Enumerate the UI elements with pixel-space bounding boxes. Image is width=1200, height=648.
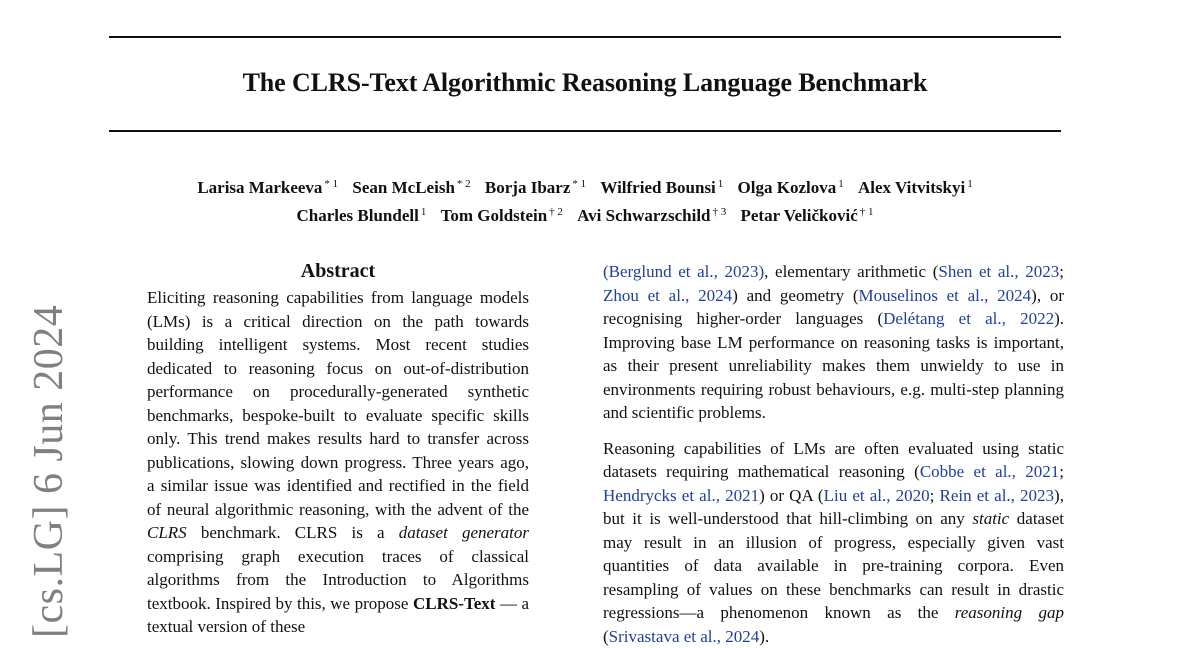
author-affiliation-marks: 1 [717, 178, 724, 190]
title-rule-bottom [109, 130, 1061, 132]
body-text: ( [603, 626, 609, 646]
author-name: Borja Ibarz [484, 178, 571, 197]
author [741, 206, 874, 225]
author [441, 206, 563, 225]
author-affiliation-marks: 1 [420, 206, 427, 218]
author-name: Olga Kozlova [737, 178, 837, 197]
author [352, 178, 470, 197]
author [197, 178, 338, 197]
citation-link[interactable]: Delétang et al., 2022 [883, 309, 1055, 328]
body-paragraph [603, 260, 1064, 425]
citation-link[interactable]: Mouselinos et al., 2024 [858, 285, 1032, 305]
body-text: ), or recognising higher-order languages ( [603, 285, 1064, 328]
title-rule-top [109, 36, 1061, 38]
emphasis-reasoning-gap: reasoning gap [954, 603, 1064, 622]
abstract-text: benchmark. CLRS is a [186, 523, 399, 542]
author-affiliation-marks: † 3 [712, 206, 727, 218]
author-affiliation-marks: 1 [838, 178, 844, 190]
author-name: Avi Schwarzschild [577, 206, 711, 225]
author-affiliation-marks: * 2 [456, 178, 471, 190]
body-text: ), but it is well-understood that hill-climbing on any [603, 485, 1064, 528]
body-text: ; [929, 485, 940, 505]
author [600, 178, 723, 197]
abstract-emphasis-clrs: CLRS [147, 523, 187, 542]
author-affiliation-marks: * 1 [324, 178, 339, 190]
author [296, 206, 426, 225]
body-text: ). [759, 626, 770, 646]
author-affiliation-marks: * 1 [572, 178, 587, 190]
citation-link[interactable]: Srivastava et al., 2024 [608, 626, 760, 646]
body-text: , elementary arithmetic ( [764, 262, 939, 281]
author-name: Petar Veličković [740, 206, 858, 225]
author [858, 178, 973, 197]
citation-link[interactable]: (Berglund et al., 2023) [603, 262, 765, 281]
author-list [109, 172, 1061, 228]
body-text: Reasoning capabilities of LMs are often evaluated using static datasets requiring mathematical reasoning ( [603, 438, 1064, 481]
arxiv-identifier: [cs.LG] 6 Jun 2024 [26, 304, 72, 638]
body-paragraph [603, 437, 1064, 648]
author-name: Charles Blundell [296, 206, 419, 225]
emphasis-static: static [972, 509, 1010, 528]
body-text: ; [1059, 262, 1064, 281]
author-name: Sean McLeish [352, 178, 455, 197]
author-name: Tom Goldstein [440, 206, 548, 225]
body-text: ) or QA ( [759, 485, 824, 505]
author-name: Alex Vitvitskyi [857, 178, 966, 197]
citation-link[interactable]: Cobbe et al., 2021 [919, 462, 1060, 481]
author-affiliation-marks: † 1 [859, 206, 874, 218]
author-name: Wilfried Bounsi [600, 178, 716, 197]
citation-link[interactable]: Rein et al., 2023 [939, 485, 1055, 505]
author-name: Larisa Markeeva [197, 178, 323, 197]
citation-link[interactable]: Shen et al., 2023 [938, 262, 1060, 281]
abstract-column [147, 258, 529, 639]
author [577, 206, 726, 225]
body-text: dataset may result in an illusion of progress, especially given vast quantities of data available in pre-training corpora. Even resampling of values on these benchmarks can result in drastic regressions—a phenomenon known as the [603, 509, 1064, 622]
abstract-text: comprising graph execution traces of classical algorithms from the Introduction to Algorithms textbook. Inspired by this, we propose [147, 546, 529, 613]
paper-title: The CLRS-Text Algorithmic Reasoning Language Benchmark [242, 68, 928, 97]
abstract-emphasis-dataset-generator: dataset generator [398, 523, 530, 542]
body-column [603, 260, 1064, 648]
body-text: ; [1059, 462, 1064, 481]
abstract-paragraph [147, 286, 529, 639]
body-text: ). Improving base LM performance on reasoning tasks is important, as their present unreliability makes them unwieldy to use in environments requiring robust behaviours, e.g. multi-step planning and scientific problems. [603, 309, 1064, 422]
author-affiliation-marks: 1 [967, 178, 973, 190]
author [738, 178, 844, 197]
body-text: ) and geometry ( [732, 285, 859, 305]
abstract-heading: Abstract [300, 260, 376, 282]
author [485, 178, 586, 197]
abstract-text: Eliciting reasoning capabilities from language models (LMs) is a critical direction on the path towards building intelligent systems. Most recent studies dedicated to reasoning focus on out-of-distribution performance on procedurally-generated synthetic benchmarks, bespoke-built to evaluate specific skills only. This trend makes results hard to transfer across publications, slowing down progress. Three years ago, a similar issue was identified and rectified in the field of neural algorithmic reasoning, with the advent of the [147, 288, 529, 519]
citation-link[interactable]: Zhou et al., 2024 [603, 285, 733, 305]
abstract-emphasis-clrs-text: CLRS-Text [412, 593, 496, 613]
author-affiliation-marks: † 2 [549, 206, 563, 218]
citation-link[interactable]: Liu et al., 2020 [823, 485, 930, 505]
abstract-text: — a textual version of these [147, 593, 530, 636]
citation-link[interactable]: Hendrycks et al., 2021 [603, 485, 760, 505]
